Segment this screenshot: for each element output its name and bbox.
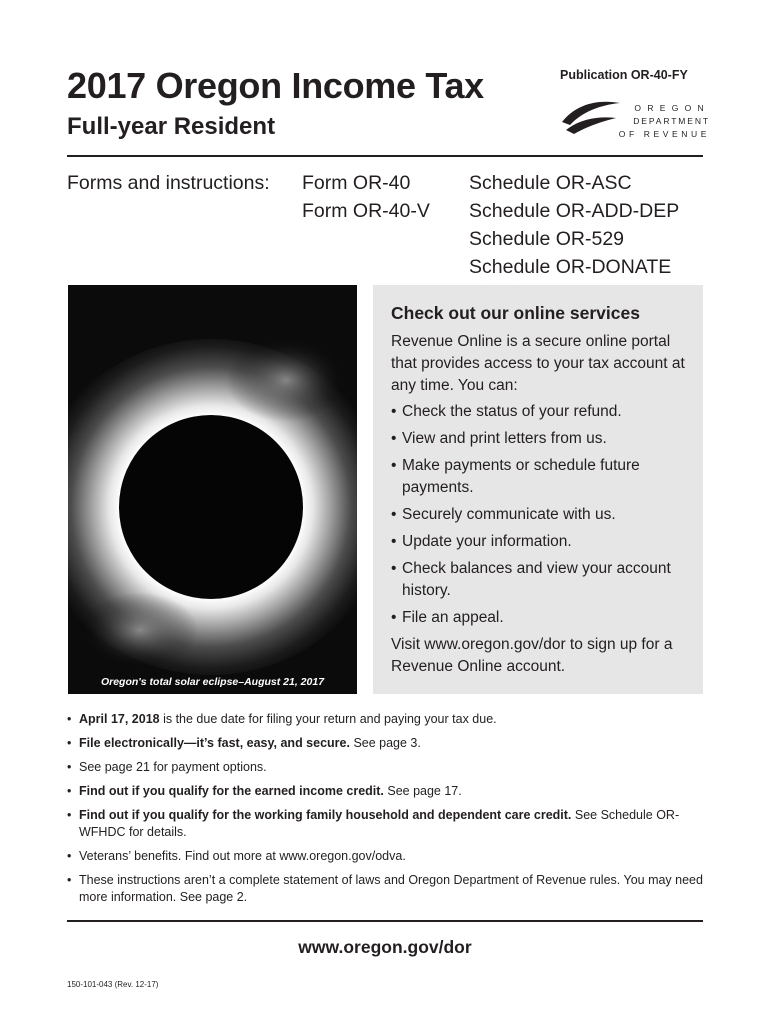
- logo-text-line: OF REVENUE: [618, 129, 710, 139]
- list-item: • Find out if you qualify for the working family household and dependent care credit. See Schedule OR-WFHDC for details.: [67, 808, 680, 839]
- list-item: • See page 21 for payment options.: [67, 760, 267, 774]
- list-item: • April 17, 2018 is the due date for filing your return and paying your tax due.: [67, 712, 497, 726]
- photo-caption: Oregon's total solar eclipse–August 21, 2017: [100, 676, 325, 688]
- bullet-icon: •: [391, 609, 397, 626]
- schedule-item: Schedule OR-DONATE: [469, 256, 672, 278]
- form-item: Form OR-40: [302, 172, 411, 194]
- list-item: • Veterans’ benefits. Find out more at www.oregon.gov/odva.: [67, 849, 406, 863]
- schedule-item: Schedule OR-ASC: [469, 172, 632, 194]
- list-item: • Update your information.: [391, 531, 687, 553]
- schedule-item: Schedule OR-529: [469, 228, 625, 250]
- list-item: • These instructions aren’t a complete statement of laws and Oregon Department of Revenue rules. You may need more information. See page 2.: [67, 873, 703, 904]
- services-visit: Visit www.oregon.gov/dor to sign up for a Revenue Online account.: [391, 636, 673, 675]
- info-bullets: [67, 711, 703, 913]
- bullet-icon: •: [67, 808, 72, 822]
- logo-text-line: DEPARTMENT: [633, 116, 710, 126]
- list-item: • Securely communicate with us.: [391, 504, 687, 526]
- bullet-icon: •: [67, 849, 72, 863]
- list-item: • File an appeal.: [391, 607, 687, 629]
- bullet-icon: •: [391, 506, 397, 523]
- schedules-list: [469, 169, 679, 281]
- bullet-icon: •: [391, 430, 397, 447]
- list-item: • Find out if you qualify for the earned income credit. See page 17.: [67, 784, 462, 798]
- schedule-item: Schedule OR-ADD-DEP: [469, 200, 680, 222]
- page-title: 2017 Oregon Income Tax: [67, 65, 484, 106]
- list-item: • Check balances and view your account history.: [391, 560, 671, 599]
- bullet-icon: •: [67, 736, 72, 750]
- online-services-panel: [373, 285, 703, 694]
- logo-swoosh-icon: [560, 92, 622, 142]
- form-code: 150-101-043 (Rev. 12-17): [67, 980, 159, 989]
- bullet-icon: •: [67, 760, 72, 774]
- footer-divider: [67, 920, 703, 922]
- eclipse-image: [68, 285, 357, 694]
- list-item: • Make payments or schedule future payments.: [391, 457, 640, 496]
- logo-text-line: OREGON: [634, 103, 710, 113]
- list-item: • File electronically—it’s fast, easy, and secure. See page 3.: [67, 736, 421, 750]
- bullet-icon: •: [67, 873, 72, 887]
- publication-number: Publication OR-40-FY: [560, 68, 688, 82]
- form-item: Form OR-40-V: [302, 200, 430, 222]
- services-title: Check out our online services: [391, 303, 640, 323]
- forms-list: [302, 169, 430, 225]
- eclipse-photo: [68, 285, 357, 694]
- header-divider: [67, 155, 703, 157]
- bullet-icon: •: [391, 533, 397, 550]
- bullet-icon: •: [67, 784, 72, 798]
- bullet-icon: •: [391, 560, 397, 577]
- oregon-dor-logo: [560, 92, 710, 142]
- page-subtitle: Full-year Resident: [67, 113, 276, 140]
- list-item: • Check the status of your refund.: [391, 401, 687, 423]
- services-intro: Revenue Online is a secure online portal that provides access to your tax account at any time. You can:: [391, 333, 685, 394]
- services-list: [391, 401, 687, 629]
- bullet-icon: •: [67, 712, 72, 726]
- footer-url: www.oregon.gov/dor: [298, 937, 472, 957]
- bullet-icon: •: [391, 457, 397, 474]
- list-item: • View and print letters from us.: [391, 428, 687, 450]
- bullet-icon: •: [391, 403, 397, 420]
- forms-label: Forms and instructions:: [67, 172, 270, 194]
